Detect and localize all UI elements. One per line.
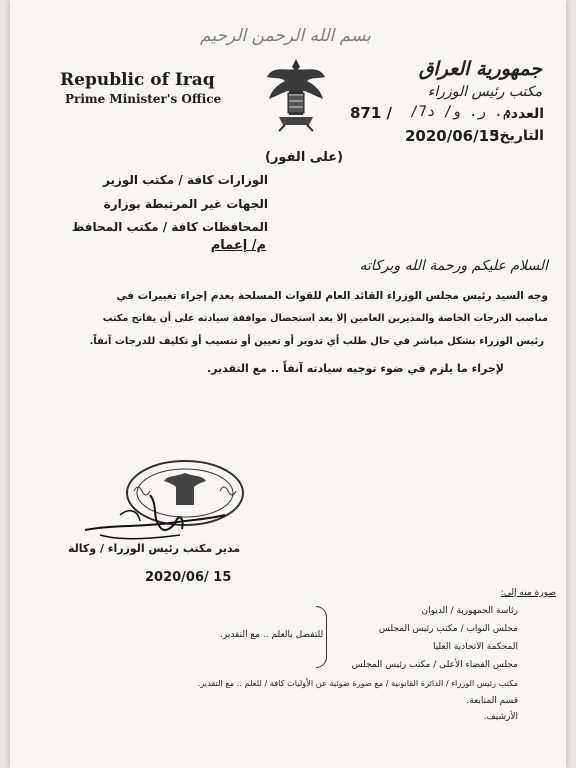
copy-recipient: مكتب رئيس الوزراء / الدائرة القانونية / مع صورة ضوئية عن الأوليات كافة / للعلم .. مع التقدير.	[197, 678, 518, 688]
greeting: السلام عليكم ورحمة الله وبركاته	[359, 258, 548, 274]
copy-recipient: قسم المتابعة.	[466, 696, 518, 706]
header-calligraphy: بسم الله الرحمن الرحيم	[200, 26, 371, 46]
subject-line: م/ إعمام	[210, 238, 266, 253]
body-line: مناصب الدرجات الخاصة والمديرين العامين إلا بعد استحصال موافقة سيادته على أن يفاتح مكتب	[102, 313, 548, 324]
copy-recipient: مجلس القضاء الأعلى / مكتب رئيس المجلس	[351, 660, 518, 670]
copy-recipient: المحكمة الاتحادية العليا	[432, 642, 518, 652]
copy-recipient: مجلس النواب / مكتب رئيس المجلس	[378, 624, 518, 634]
copies-heading: صورة منه إلى:	[500, 588, 556, 598]
number-code: م. ر. و/ د7/	[410, 104, 512, 120]
document-number: 871 /	[350, 104, 393, 122]
body-line: وجه السيد رئيس مجلس الوزراء القائد العام للقوات المسلحة بعدم إجراء تغييرات في	[116, 290, 548, 302]
iraq-emblem-icon	[265, 55, 327, 139]
copy-recipient: الأرشيف.	[483, 712, 518, 722]
signatory-title: مدير مكتب رئيس الوزراء / وكالة	[68, 542, 241, 555]
signature-date: 2020/06/ 15	[145, 570, 232, 585]
recipient-line: الوزارات كافة / مكتب الوزير	[103, 173, 268, 187]
recipient-line: الجهات غير المرتبطة بوزارة	[103, 197, 268, 211]
english-country-name: Republic of Iraq	[60, 70, 215, 90]
copy-recipient: رئاسة الجمهورية / الديوان	[421, 606, 518, 616]
arabic-country-name: جمهورية العراق	[418, 58, 542, 80]
arabic-office-name: مكتب رئيس الوزراء	[427, 84, 542, 100]
english-office-name: Prime Minister's Office	[65, 92, 222, 106]
urgency-note: (على الفور)	[265, 150, 344, 165]
document-date: 2020/06/15	[405, 127, 500, 145]
body-line: رئيس الوزراء بشكل مباشر في حال طلب أي تدوير أو تعيين أو تنسيب أو تكليف للدرجات آنفاً.	[89, 336, 544, 347]
bracket-note: للتفضل بالعلم .. مع التقدير.	[220, 630, 324, 640]
date-label: التاريخ:	[493, 128, 544, 144]
number-label: العدد:	[505, 106, 544, 122]
letter-page	[10, 0, 566, 768]
closing-line: لإجراء ما يلزم في ضوء توجيه سيادته آنفاً .. مع التقدير.	[206, 362, 504, 375]
recipient-line: المحافظات كافة / مكتب المحافظ	[71, 220, 268, 234]
